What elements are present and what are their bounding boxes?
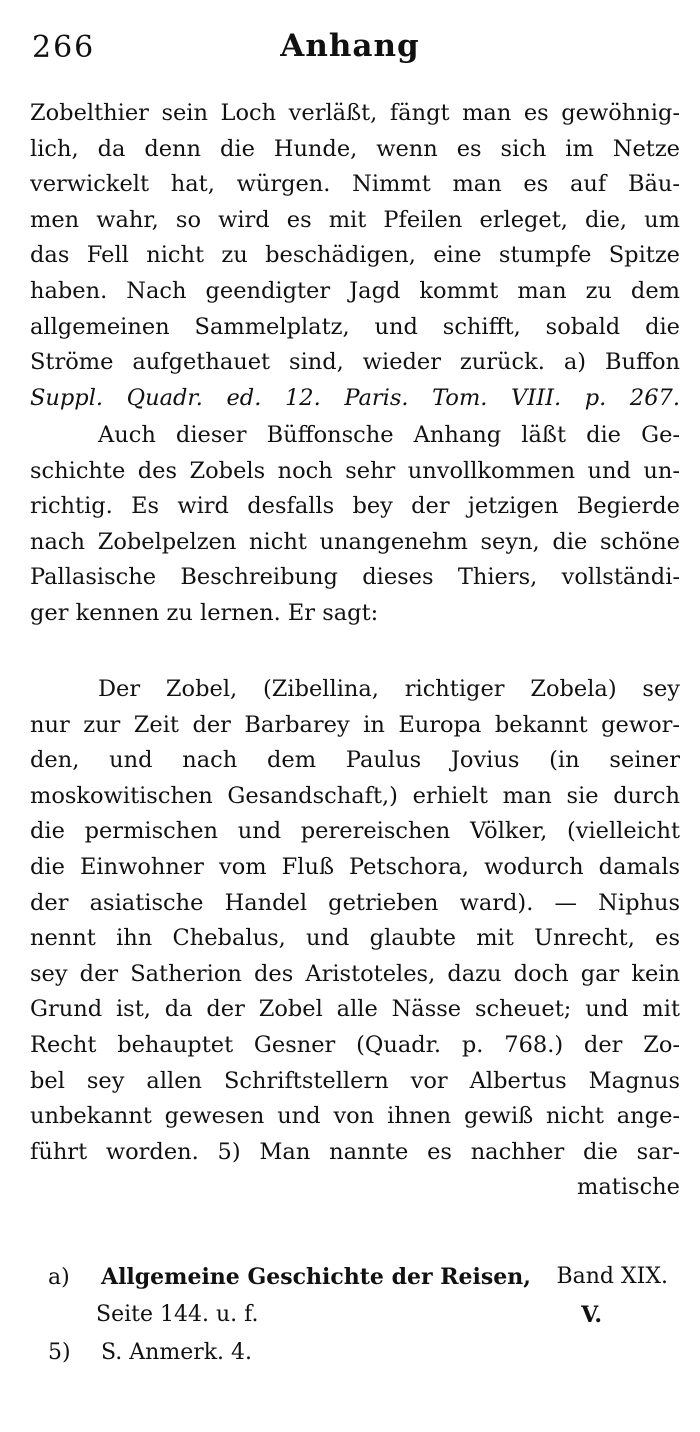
text-line: nur zur Zeit der Barbarey in Europa bekannt gewor- [30, 711, 680, 738]
catchword: matische [577, 1174, 680, 1201]
footnote-volume-marker: V. [581, 1302, 602, 1328]
paragraph-2 [30, 418, 680, 632]
text-line: allgemeinen Sammelplatz, und schifft, sobald die [30, 313, 680, 340]
text-line: moskowitischen Gesandschaft,) erhielt man sie durch [30, 782, 680, 809]
text-line: Ströme aufgethauet sind, wieder zurück. a) Buffon [30, 349, 680, 376]
text-line: den, und nach dem Paulus Jovius (in seiner [30, 747, 680, 774]
text-line: ger kennen zu lernen. Er sagt: [30, 599, 379, 626]
text-line: das Fell nicht zu beschädigen, eine stumpfe Spitze [30, 242, 680, 269]
text-line: Recht behauptet Gesner (Quadr. p. 768.) der Zo- [30, 1031, 680, 1058]
text-line: unbekannt gewesen und von ihnen gewiß nicht ange- [30, 1103, 680, 1130]
text-line: verwickelt hat, würgen. Nimmt man es auf Bäu- [30, 171, 680, 198]
text-line: haben. Nach geendigter Jagd kommt man zu dem [30, 277, 680, 304]
footnote-volume: Band XIX. [556, 1264, 668, 1289]
paragraph-3 [30, 672, 680, 1206]
footnote-text: S. Anmerk. 4. [101, 1340, 253, 1365]
footnote-a-continuation [30, 1296, 680, 1334]
running-head: Anhang [280, 28, 420, 64]
text-line: Zobelthier sein Loch verläßt, fängt man es gewöhnig- [30, 100, 680, 126]
text-line: lich, da denn die Hunde, wenn es sich im Netze [30, 135, 680, 162]
text-line: schichte des Zobels noch sehr unvollkommen und un- [30, 457, 680, 484]
text-line: men wahr, so wird es mit Pfeilen erleget, die, um [30, 206, 680, 233]
text-line: Grund ist, da der Zobel alle Nässe scheuet; und mit [30, 996, 680, 1023]
text-line: bel sey allen Schriftstellern vor Albertus Magnus [30, 1067, 680, 1094]
text-line: sey der Satherion des Aristoteles, dazu doch gar kein [30, 960, 680, 987]
footnote-a [30, 1258, 680, 1296]
text-line: der asiatische Handel getrieben ward). — Niphus [30, 889, 680, 916]
paragraph-1 [30, 96, 680, 416]
text-line: richtig. Es wird desfalls bey der jetzigen Begierde [30, 493, 680, 520]
text-line: die permischen und perereischen Völker, (vielleicht [30, 818, 680, 845]
text-line: führt worden. 5) Man nannte es nachher die sar- [30, 1138, 680, 1165]
text-line: Der Zobel, (Zibellina, richtiger Zobela) sey [98, 676, 680, 702]
footnote-5 [30, 1334, 680, 1372]
text-line: nach Zobelpelzen nicht unangenehm seyn, die schöne [30, 528, 680, 555]
text-line: nennt ihn Chebalus, und glaubte mit Unrecht, es [30, 925, 680, 952]
footnote-marker: a) [48, 1265, 70, 1290]
text-line: die Einwohner vom Fluß Petschora, wodurch damals [30, 853, 680, 880]
footnote-page-ref: Seite 144. u. f. [96, 1302, 259, 1327]
text-line: Auch dieser Büffonsche Anhang läßt die Ge- [98, 422, 680, 448]
footnotes [30, 1258, 680, 1372]
page-header [30, 22, 670, 70]
citation-line: Suppl. Quadr. ed. 12. Paris. Tom. VIII. p. 267. [30, 384, 680, 411]
page-number: 266 [32, 30, 96, 65]
footnote-text: Allgemeine Geschichte der Reisen, [101, 1264, 531, 1290]
footnote-marker: 5) [48, 1340, 71, 1365]
text-line: Pallasische Beschreibung dieses Thiers, vollständi- [30, 564, 680, 591]
